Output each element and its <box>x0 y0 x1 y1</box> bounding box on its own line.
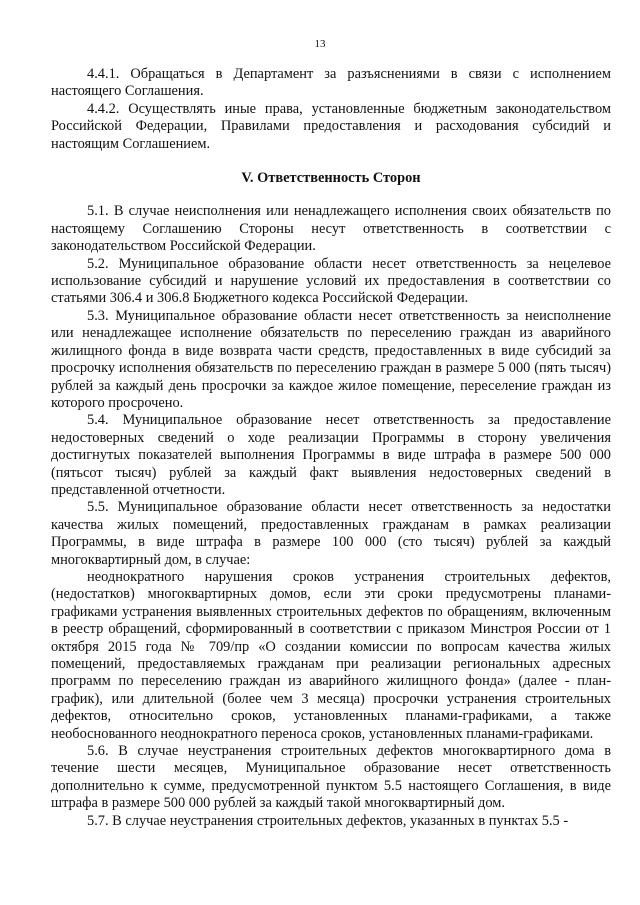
section-heading: V. Ответственность Сторон <box>241 170 421 187</box>
paragraph-5-7: 5.7. В случае неустранения строительных дефектов, указанных в пунктах 5.5 - <box>87 812 569 829</box>
paragraph-4-4-1: 4.4.1. Обращаться в Департамент за разъяснениями в связи с исполнением настоящего Соглашения. <box>51 66 611 100</box>
paragraph-4-4-2: 4.4.2. Осуществлять иные права, установленные бюджетным законодательством Российской Федерации, Правилами предоставления и расходования субсидий и настоящим Соглашением. <box>51 100 611 152</box>
paragraph-5-2: 5.2. Муниципальное образование области несет ответственность за нецелевое использование субсидий и нарушение условий их предоставления в соответствии со статьями 306.4 и 306.8 Бюджетного кодекса Российской Федерации. <box>51 255 611 307</box>
paragraph-5-6: 5.6. В случае неустранения строительных дефектов многоквартирного дома в течение шести месяцев, Муниципальное образование несет ответственность дополнительно к сумме, предусмотренной пунктом 5.5 настоящего Соглашения, в виде штрафа в размере 500 000 рублей за каждый такой многоквартирный дом. <box>51 743 611 812</box>
paragraph-5-5: 5.5. Муниципальное образование области несет ответственность за недостатки качества жилых помещений, предоставленных гражданам в рамках реализации Программы, в виде штрафа в размере 100 000 (сто тысяч) рублей за каждый многоквартирный дом, в случае: <box>51 499 611 568</box>
paragraph-5-1: 5.1. В случае неисполнения или ненадлежащего исполнения своих обязательств по настоящему Соглашению Стороны несут ответственность в соответствии с законодательством Российской Федерации. <box>51 203 611 255</box>
document-body <box>51 66 611 830</box>
paragraph-5-5-detail: неоднократного нарушения сроков устранения строительных дефектов, (недостатков) многоквартирных домов, если эти сроки предусмотрены планами-графиками устранения выявленных строительных дефектов по обращениям, включенным в реестр обращений, сформированный в соответствии с приказом Минстроя России от 1 октября 2015 года № 709/пр «О создании комиссии по вопросам качества жилых помещений, предоставляемых гражданам при реализации региональных адресных программ по переселению граждан из аварийного жилищного фонда» (далее - план-график), или длительной (более чем 3 месяца) просрочки устранения строительных дефектов, относительно сроков, установленных планами-графиками, а также необоснованного неоднократного переноса сроков, установленных планами-графиками. <box>51 568 611 742</box>
paragraph-5-3: 5.3. Муниципальное образование области несет ответственность за неисполнение или ненадлежащее исполнение обязательств по переселению граждан из аварийного жилищного фонда в виде возврата части средств, предоставленных в виде субсидий за просрочку исполнения обязательств по переселению граждан в размере 5 000 (пять тысяч) рублей за каждый день просрочки за каждое жилое помещение, переселение граждан из которого просрочено. <box>51 307 611 411</box>
paragraph-5-4: 5.4. Муниципальное образование несет ответственность за предоставление недостоверных сведений о ходе реализации Программы в сторону увеличения достигнутых показателей выполнения Программы в виде штрафа в размере 500 000 (пятьсот тысяч) рублей за каждый факт выявления недостоверных сведений в представленной отчетности. <box>51 412 611 498</box>
page-number: 13 <box>314 38 326 50</box>
